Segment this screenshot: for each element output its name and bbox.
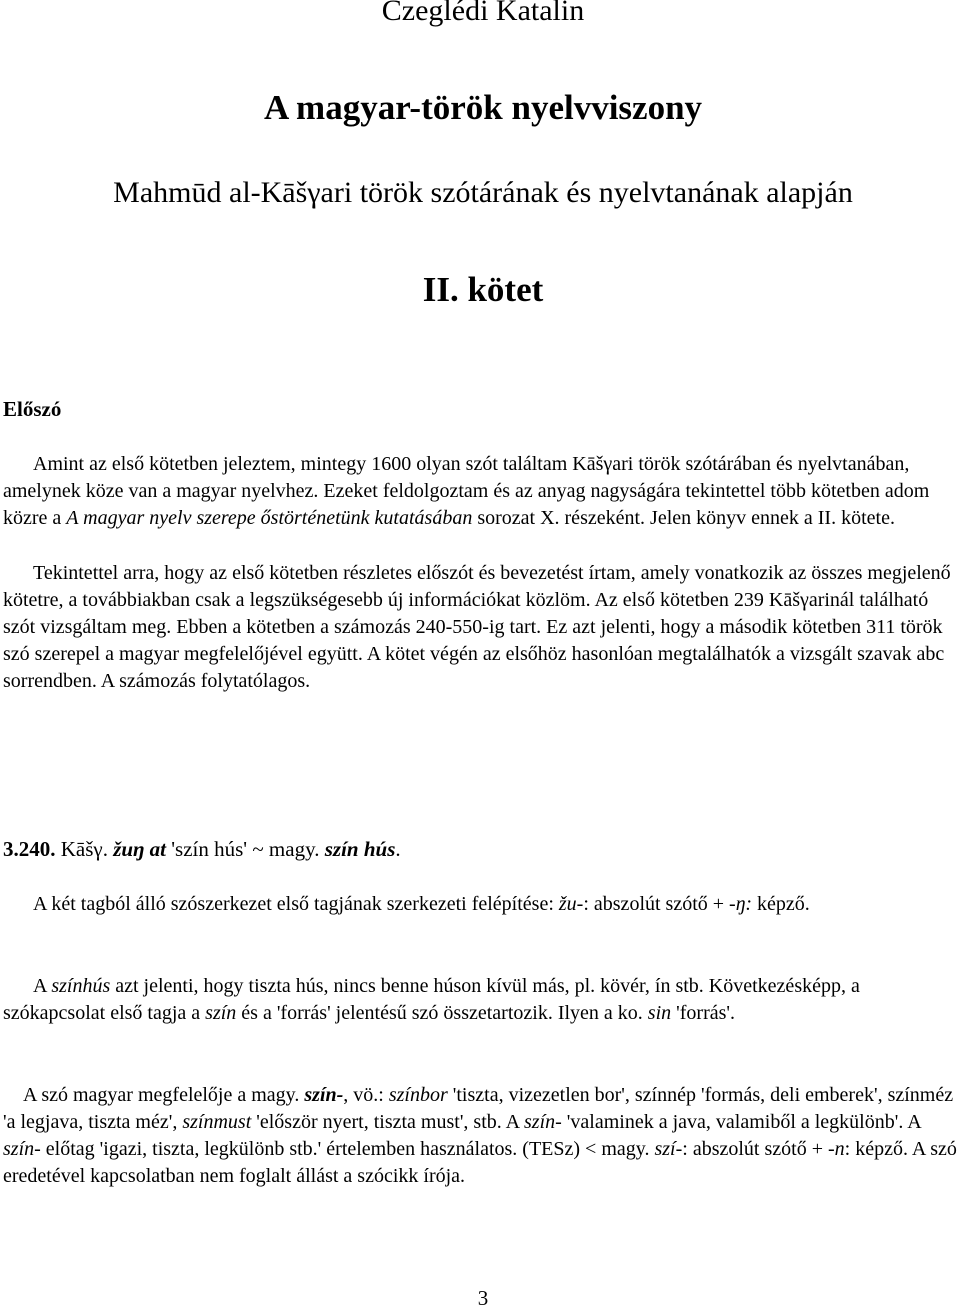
p5-word-5: szín- xyxy=(3,1138,41,1160)
preface-heading: Előszó xyxy=(3,397,62,421)
preface-paragraph-2: Tekintettel arra, hogy az első kötetben részletes előszót és bevezetést írtam, amely vonatkozik az összes megjelenő kötetre, a továbbiakban csak a legszükségesebb új információkat közlöm. Az első kötetben 239 Kāšγarinál található szót vizsgáltam meg. Ebben a kötetben a számozás 240-550-ig tart. Ez azt jelenti, hogy a második kötetben 311 török szó szerepel a magyar megfelelőjével együtt. A kötet végén az elsőhöz hasonlóan megtalálhatók a vizsgált szavak abc sorrendben. A számozás folytatólagos. xyxy=(3,562,951,692)
p4-text-3: és a 'forrás' jelentésű szó összetartozik. Ilyen a ko. xyxy=(236,1002,648,1024)
p5-word-1: szín- xyxy=(304,1084,344,1106)
p5-text-5: 'valaminek a java, valamiből a legkülönb'. A xyxy=(561,1111,921,1133)
p3-word-2: -ŋ: xyxy=(729,893,753,915)
entry-gloss: 'szín hús' ~ magy. xyxy=(166,837,325,861)
entry-number: 3.240. xyxy=(3,837,56,861)
p4-text-2: azt jelenti, hogy tiszta hús, nincs benne húson kívül más, pl. kövér, ín stb. Következésképp, a szókapcsolat első tagja a xyxy=(3,975,860,1024)
preface-p1-text-2: sorozat X. részeként. Jelen könyv ennek a II. kötete. xyxy=(472,507,895,529)
p5-text-1: A szó magyar megfelelője a magy. xyxy=(23,1084,305,1106)
p5-word-4: szín- xyxy=(524,1111,562,1133)
author-name: Czeglédi Katalin xyxy=(381,0,585,27)
p5-text-3: 'tiszta, vizezetlen bor', színnép 'formás, deli emberek', színméz 'a legjava, tiszta méz', xyxy=(3,1084,954,1133)
p3-text-1: A két tagból álló szószerkezet első tagjának szerkezeti felépítése: xyxy=(33,893,559,915)
entry-headword: žuŋ at xyxy=(113,837,166,861)
entry-source: Kāšγ. xyxy=(55,837,114,861)
book-title: A magyar-török nyelvviszony xyxy=(263,88,703,127)
p5-word-7: -n xyxy=(827,1138,845,1160)
series-title: A magyar nyelv szerepe őstörténetünk kutatásában xyxy=(66,507,473,529)
p3-text-3: képző. xyxy=(752,893,810,915)
p4-text-1: A xyxy=(33,975,52,997)
p5-text-4: 'először nyert, tiszta must', stb. A xyxy=(251,1111,524,1133)
entry-heading xyxy=(3,837,401,862)
p5-word-3: színmust xyxy=(182,1111,252,1133)
p5-text-8: : képző. A szó eredetével kapcsolatban nem foglalt állást a szócikk írója. xyxy=(3,1138,957,1187)
p4-word-1: színhús xyxy=(51,975,111,997)
page-number: 3 xyxy=(477,1286,489,1310)
p3-text-2: : abszolút szótő + xyxy=(583,893,730,915)
entry-magyar: szín hús xyxy=(324,837,396,861)
volume-label: II. kötet xyxy=(422,270,544,309)
p4-word-2: szín xyxy=(205,1002,237,1024)
p5-text-6: előtag 'igazi, tiszta, legkülönb stb.' értelemben használatos. (TESz) < magy. xyxy=(40,1138,655,1160)
entry-paragraph-3 xyxy=(3,1082,957,1190)
entry-paragraph-2 xyxy=(3,973,957,1027)
p5-text-7: : abszolút szótő + xyxy=(682,1138,828,1160)
book-subtitle: Mahmūd al-Kāšγari török szótárának és nyelvtanának alapján xyxy=(113,176,853,209)
entry-paragraph-1 xyxy=(3,891,957,918)
p4-text-4: 'forrás'. xyxy=(671,1002,735,1024)
p3-word-1: žu- xyxy=(558,893,584,915)
preface-p1-text-1: Amint az első kötetben jeleztem, mintegy 1600 olyan szót találtam Kāšγari török szótárában és nyelvtanában, amelynek köze van a magyar nyelvhez. Ezeket feldolgoztam és az anyag nagyságára tekintettel több kötetben adom közre a xyxy=(3,453,930,529)
p5-word-6: szí- xyxy=(654,1138,683,1160)
p5-text-2: , vö.: xyxy=(343,1084,389,1106)
p4-word-3: sin xyxy=(647,1002,672,1024)
p5-word-2: színbor xyxy=(388,1084,448,1106)
entry-end: . xyxy=(395,837,401,861)
preface-paragraph-1 xyxy=(3,451,957,532)
